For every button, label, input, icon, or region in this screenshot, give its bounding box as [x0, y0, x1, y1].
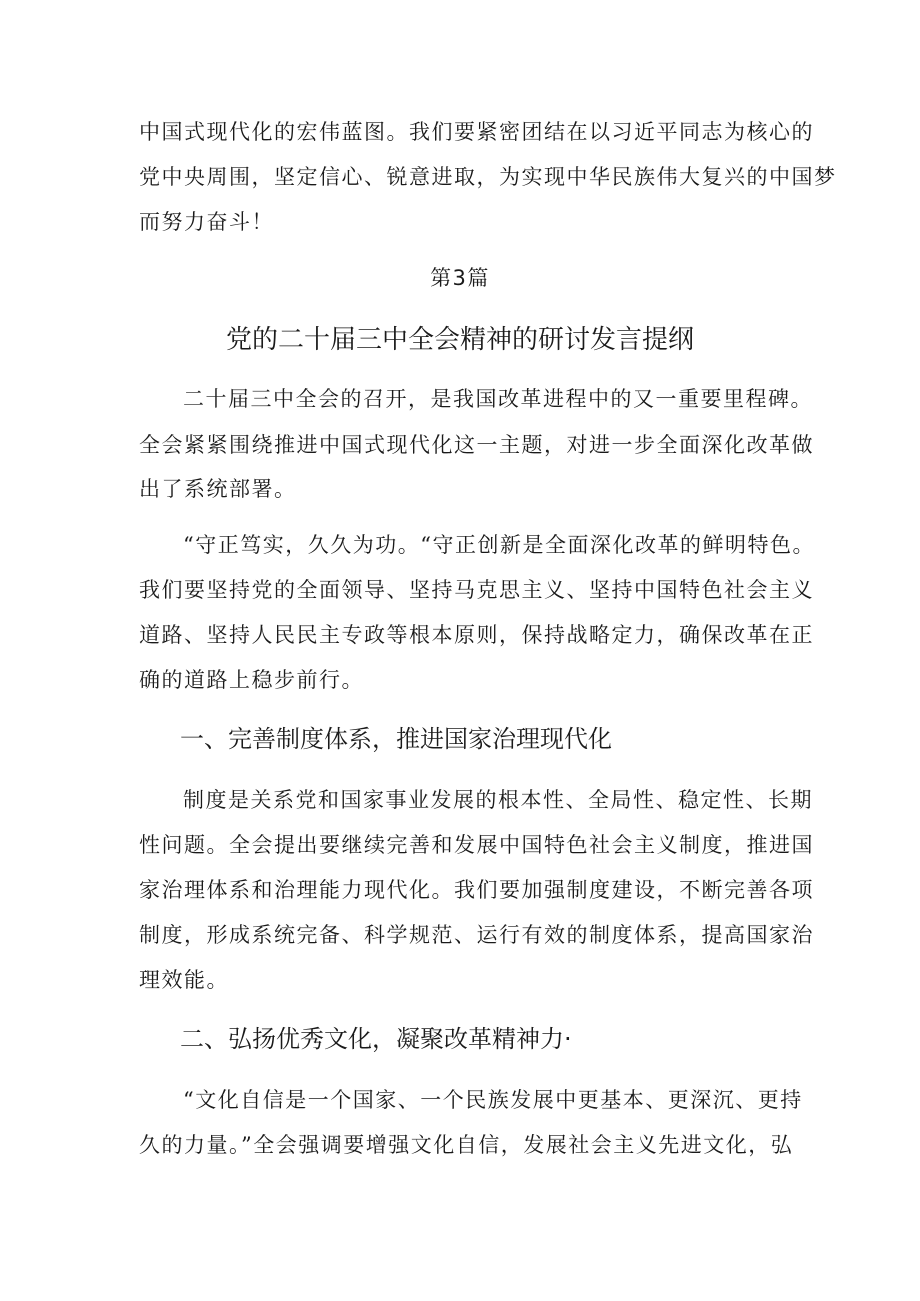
section-number: 第3篇 [430, 266, 490, 290]
para2-line-2: 我们要坚持党的全面领导、坚持马克思主义、坚持中国特色社会主义 [139, 578, 814, 602]
heading-1: 一、完善制度体系，推进国家治理现代化 [180, 725, 612, 753]
para3-line-4: 制度，形成系统完备、科学规范、运行有效的制度体系，提高国家治 [139, 923, 814, 947]
intro-line-2: 党中央周围，坚定信心、锐意进取，为实现中华民族伟大复兴的中国梦 [139, 165, 837, 189]
para3-line-3: 家治理体系和治理能力现代化。我们要加强制度建设，不断完善各项 [139, 878, 814, 902]
para3-line-1: 制度是关系党和国家事业发展的根本性、全局性、稳定性、长期 [183, 788, 813, 812]
para1-line-3: 出了系统部署。 [139, 477, 297, 501]
document-title: 党的二十届三中全会精神的研讨发言提纲 [225, 325, 694, 355]
para3-line-5: 理效能。 [139, 968, 229, 992]
para2-line-3: 道路、坚持人民民主专政等根本原则，保持战略定力，确保改革在正 [139, 623, 814, 647]
para2-line-1: “守正笃实，久久为功。“守正创新是全面深化改革的鲜明特色。 [183, 533, 815, 557]
para1-line-2: 全会紧紧围绕推进中国式现代化这一主题，对进一步全面深化改革做 [139, 433, 814, 457]
para3-line-2: 性问题。全会提出要继续完善和发展中国特色社会主义制度，推进国 [139, 833, 814, 857]
para4-line-2: 久的力量。”全会强调要增强文化自信，发展社会主义先进文化，弘 [139, 1133, 794, 1157]
para1-line-1: 二十届三中全会的召开，是我国改革进程中的又一重要里程碑。 [183, 387, 813, 411]
heading-2: 二、弘扬优秀文化，凝聚改革精神力· [180, 1025, 572, 1053]
intro-line-1: 中国式现代化的宏伟蓝图。我们要紧密团结在以习近平同志为核心的 [139, 120, 814, 144]
para4-line-1: “文化自信是一个国家、一个民族发展中更基本、更深沉、更持 [183, 1088, 803, 1112]
para2-line-4: 确的道路上稳步前行。 [139, 668, 364, 692]
intro-line-3: 而努力奋斗！ [139, 210, 274, 234]
